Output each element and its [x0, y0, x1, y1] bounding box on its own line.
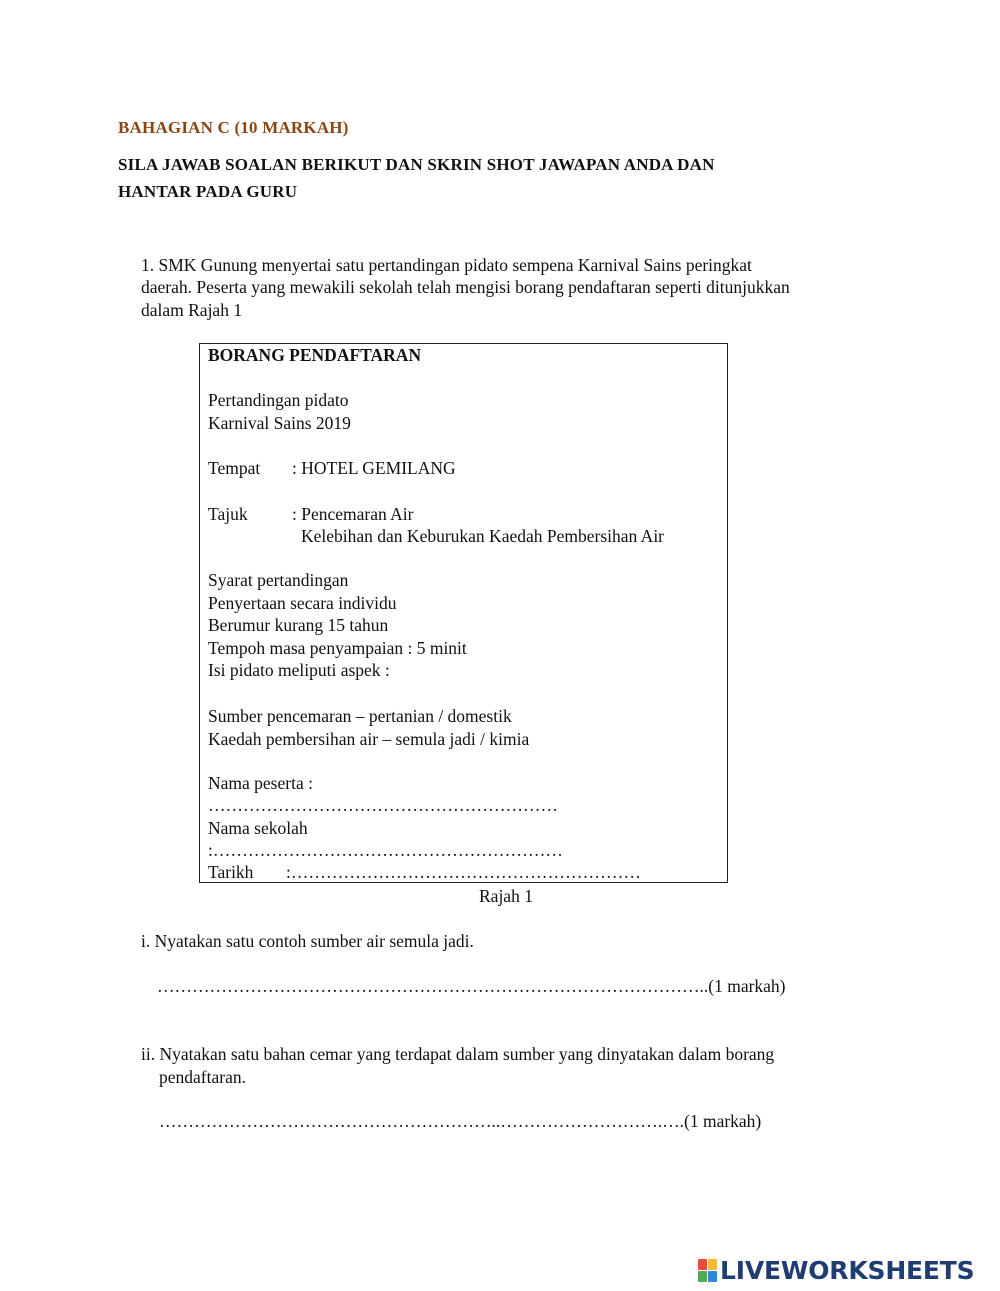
question-1-line-3: dalam Rajah 1	[141, 300, 243, 320]
section-title: BAHAGIAN C (10 MARKAH)	[118, 118, 349, 137]
form-name-label: Nama peserta :	[208, 773, 313, 793]
form-event-line-1: Pertandingan pidato	[208, 390, 349, 410]
instruction-line-1: SILA JAWAB SOALAN BERIKUT DAN SKRIN SHOT JAWAPAN ANDA DAN	[118, 155, 715, 174]
form-venue-label: Tempat	[208, 458, 261, 478]
form-requirement-3: Tempoh masa penyampaian : 5 minit	[208, 638, 467, 658]
sub-question-ii-line-2: pendaftaran.	[159, 1067, 246, 1087]
form-aspect-2: Kaedah pembersihan air – semula jadi / kimia	[208, 729, 530, 749]
form-school-label: Nama sekolah	[208, 818, 308, 838]
question-1-line-1: 1. SMK Gunung menyertai satu pertandingan pidato sempena Karnival Sains peringkat	[141, 255, 752, 275]
form-aspect-1: Sumber pencemaran – pertanian / domestik	[208, 706, 512, 726]
liveworksheets-text: LIVEWORKSHEETS	[720, 1255, 975, 1285]
form-venue-value: : HOTEL GEMILANG	[292, 458, 456, 478]
form-requirement-2: Berumur kurang 15 tahun	[208, 615, 389, 635]
form-requirements-heading: Syarat pertandingan	[208, 570, 349, 590]
form-date-label: Tarikh	[208, 862, 254, 882]
question-1-line-2: daerah. Peserta yang mewakili sekolah telah mengisi borang pendaftaran seperti ditunjukkan	[141, 277, 790, 297]
logo-block-red	[698, 1259, 707, 1270]
form-requirement-4: Isi pidato meliputi aspek :	[208, 660, 390, 680]
liveworksheets-logo	[698, 1255, 974, 1285]
form-date-blank: :……………………………………………………	[286, 862, 641, 882]
form-topic-value-1: : Pencemaran Air	[292, 504, 414, 524]
logo-block-green	[698, 1271, 707, 1282]
sub-question-ii-line-1: ii. Nyatakan satu bahan cemar yang terdapat dalam sumber yang dinyatakan dalam borang	[141, 1044, 775, 1064]
form-topic-label: Tajuk	[208, 504, 248, 524]
form-school-blank: :……………………………………………………	[208, 840, 563, 860]
sub-question-i-answer-line[interactable]: …………………………………………………………………………………..(1 markah)	[157, 976, 786, 996]
form-title: BORANG PENDAFTARAN	[208, 345, 422, 365]
form-topic-value-2: Kelebihan dan Keburukan Kaedah Pembersihan Air	[301, 526, 665, 546]
liveworksheets-blocks-icon	[698, 1259, 717, 1282]
instruction-line-2: HANTAR PADA GURU	[118, 182, 298, 201]
logo-block-yellow	[708, 1259, 717, 1270]
sub-question-ii-answer-line[interactable]: …………………………………………………..……………………….….(1 markah)	[159, 1111, 762, 1131]
form-requirement-1: Penyertaan secara individu	[208, 593, 397, 613]
sub-question-i: i. Nyatakan satu contoh sumber air semula jadi.	[141, 931, 474, 951]
figure-caption: Rajah 1	[479, 886, 533, 906]
logo-block-blue	[708, 1271, 717, 1282]
form-event-line-2: Karnival Sains 2019	[208, 413, 351, 433]
registration-form	[199, 343, 728, 883]
form-name-blank: ……………………………………………………	[208, 795, 558, 815]
